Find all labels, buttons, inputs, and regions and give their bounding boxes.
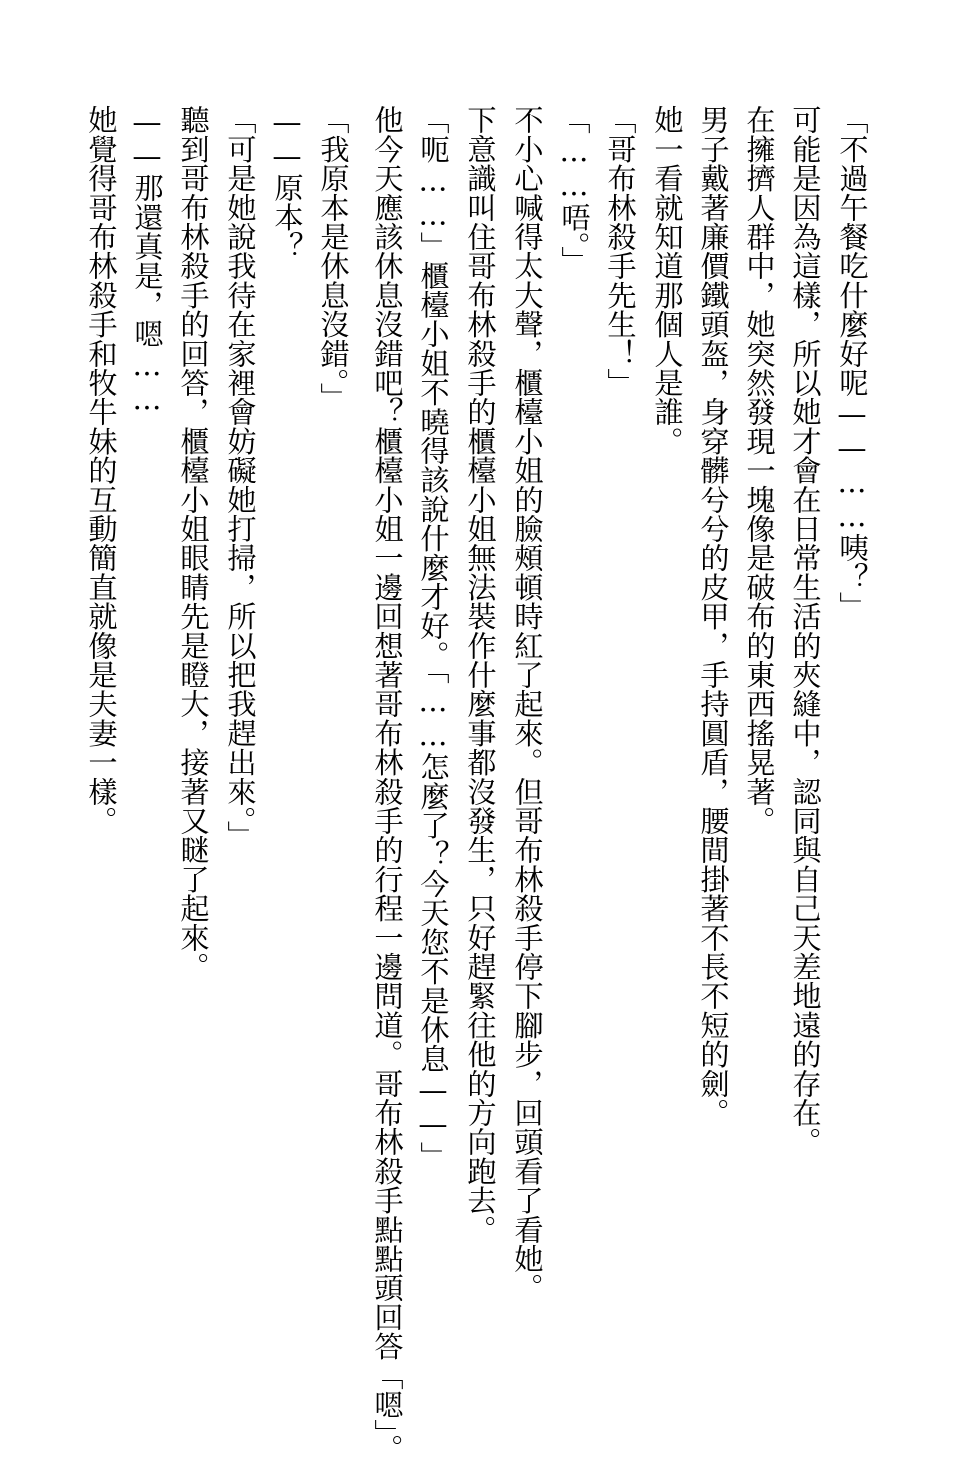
- text-line-2: 可能是因為這樣，所以她才會在日常生活的夾縫中，認同與自己天差地遠的存在。: [788, 105, 822, 1157]
- text-line-1: 「不過午餐吃什麼好呢——……咦？」: [835, 105, 869, 621]
- text-line-17: 她覺得哥布林殺手和牧牛妹的互動簡直就像是夫妻一樣。: [84, 105, 118, 835]
- text-line-7: 「……唔。」: [557, 105, 591, 276]
- text-line-16: ——那還真是，嗯……: [130, 105, 164, 417]
- text-line-4: 男子戴著廉價鐵頭盔，身穿髒兮兮的皮甲，手持圓盾，腰間掛著不長不短的劍。: [696, 105, 730, 1127]
- text-line-6: 「哥布林殺手先生！」: [603, 105, 637, 397]
- text-line-15: 聽到哥布林殺手的回答，櫃檯小姐眼睛先是瞪大，接著又瞇了起來。: [176, 105, 210, 981]
- text-line-5: 她一看就知道那個人是誰。: [650, 105, 684, 456]
- text-line-8: 不小心喊得太大聲，櫃檯小姐的臉頰頓時紅了起來。但哥布林殺手停下腳步，回頭看了看她。: [510, 105, 544, 1303]
- text-line-10: 「呃……」櫃檯小姐不曉得該說什麼才好。「……怎麼了？今天您不是休息——」: [416, 105, 450, 1171]
- text-line-13: ——原本？: [270, 105, 304, 261]
- text-line-14: 「可是她說我待在家裡會妨礙她打掃，所以把我趕出來。」: [223, 105, 257, 850]
- text-line-12: 「我原本是休息沒錯。」: [316, 105, 350, 412]
- text-line-9: 下意識叫住哥布林殺手的櫃檯小姐無法裝作什麼事都沒發生，只好趕緊往他的方向跑去。: [463, 105, 497, 1244]
- text-line-3: 在擁擠人群中，她突然發現一塊像是破布的東西搖晃著。: [742, 105, 776, 835]
- text-line-11: 他今天應該休息沒錯吧？櫃檯小姐一邊回想著哥布林殺手的行程一邊問道。哥布林殺手點點頭回答「嗯」。: [370, 105, 404, 1463]
